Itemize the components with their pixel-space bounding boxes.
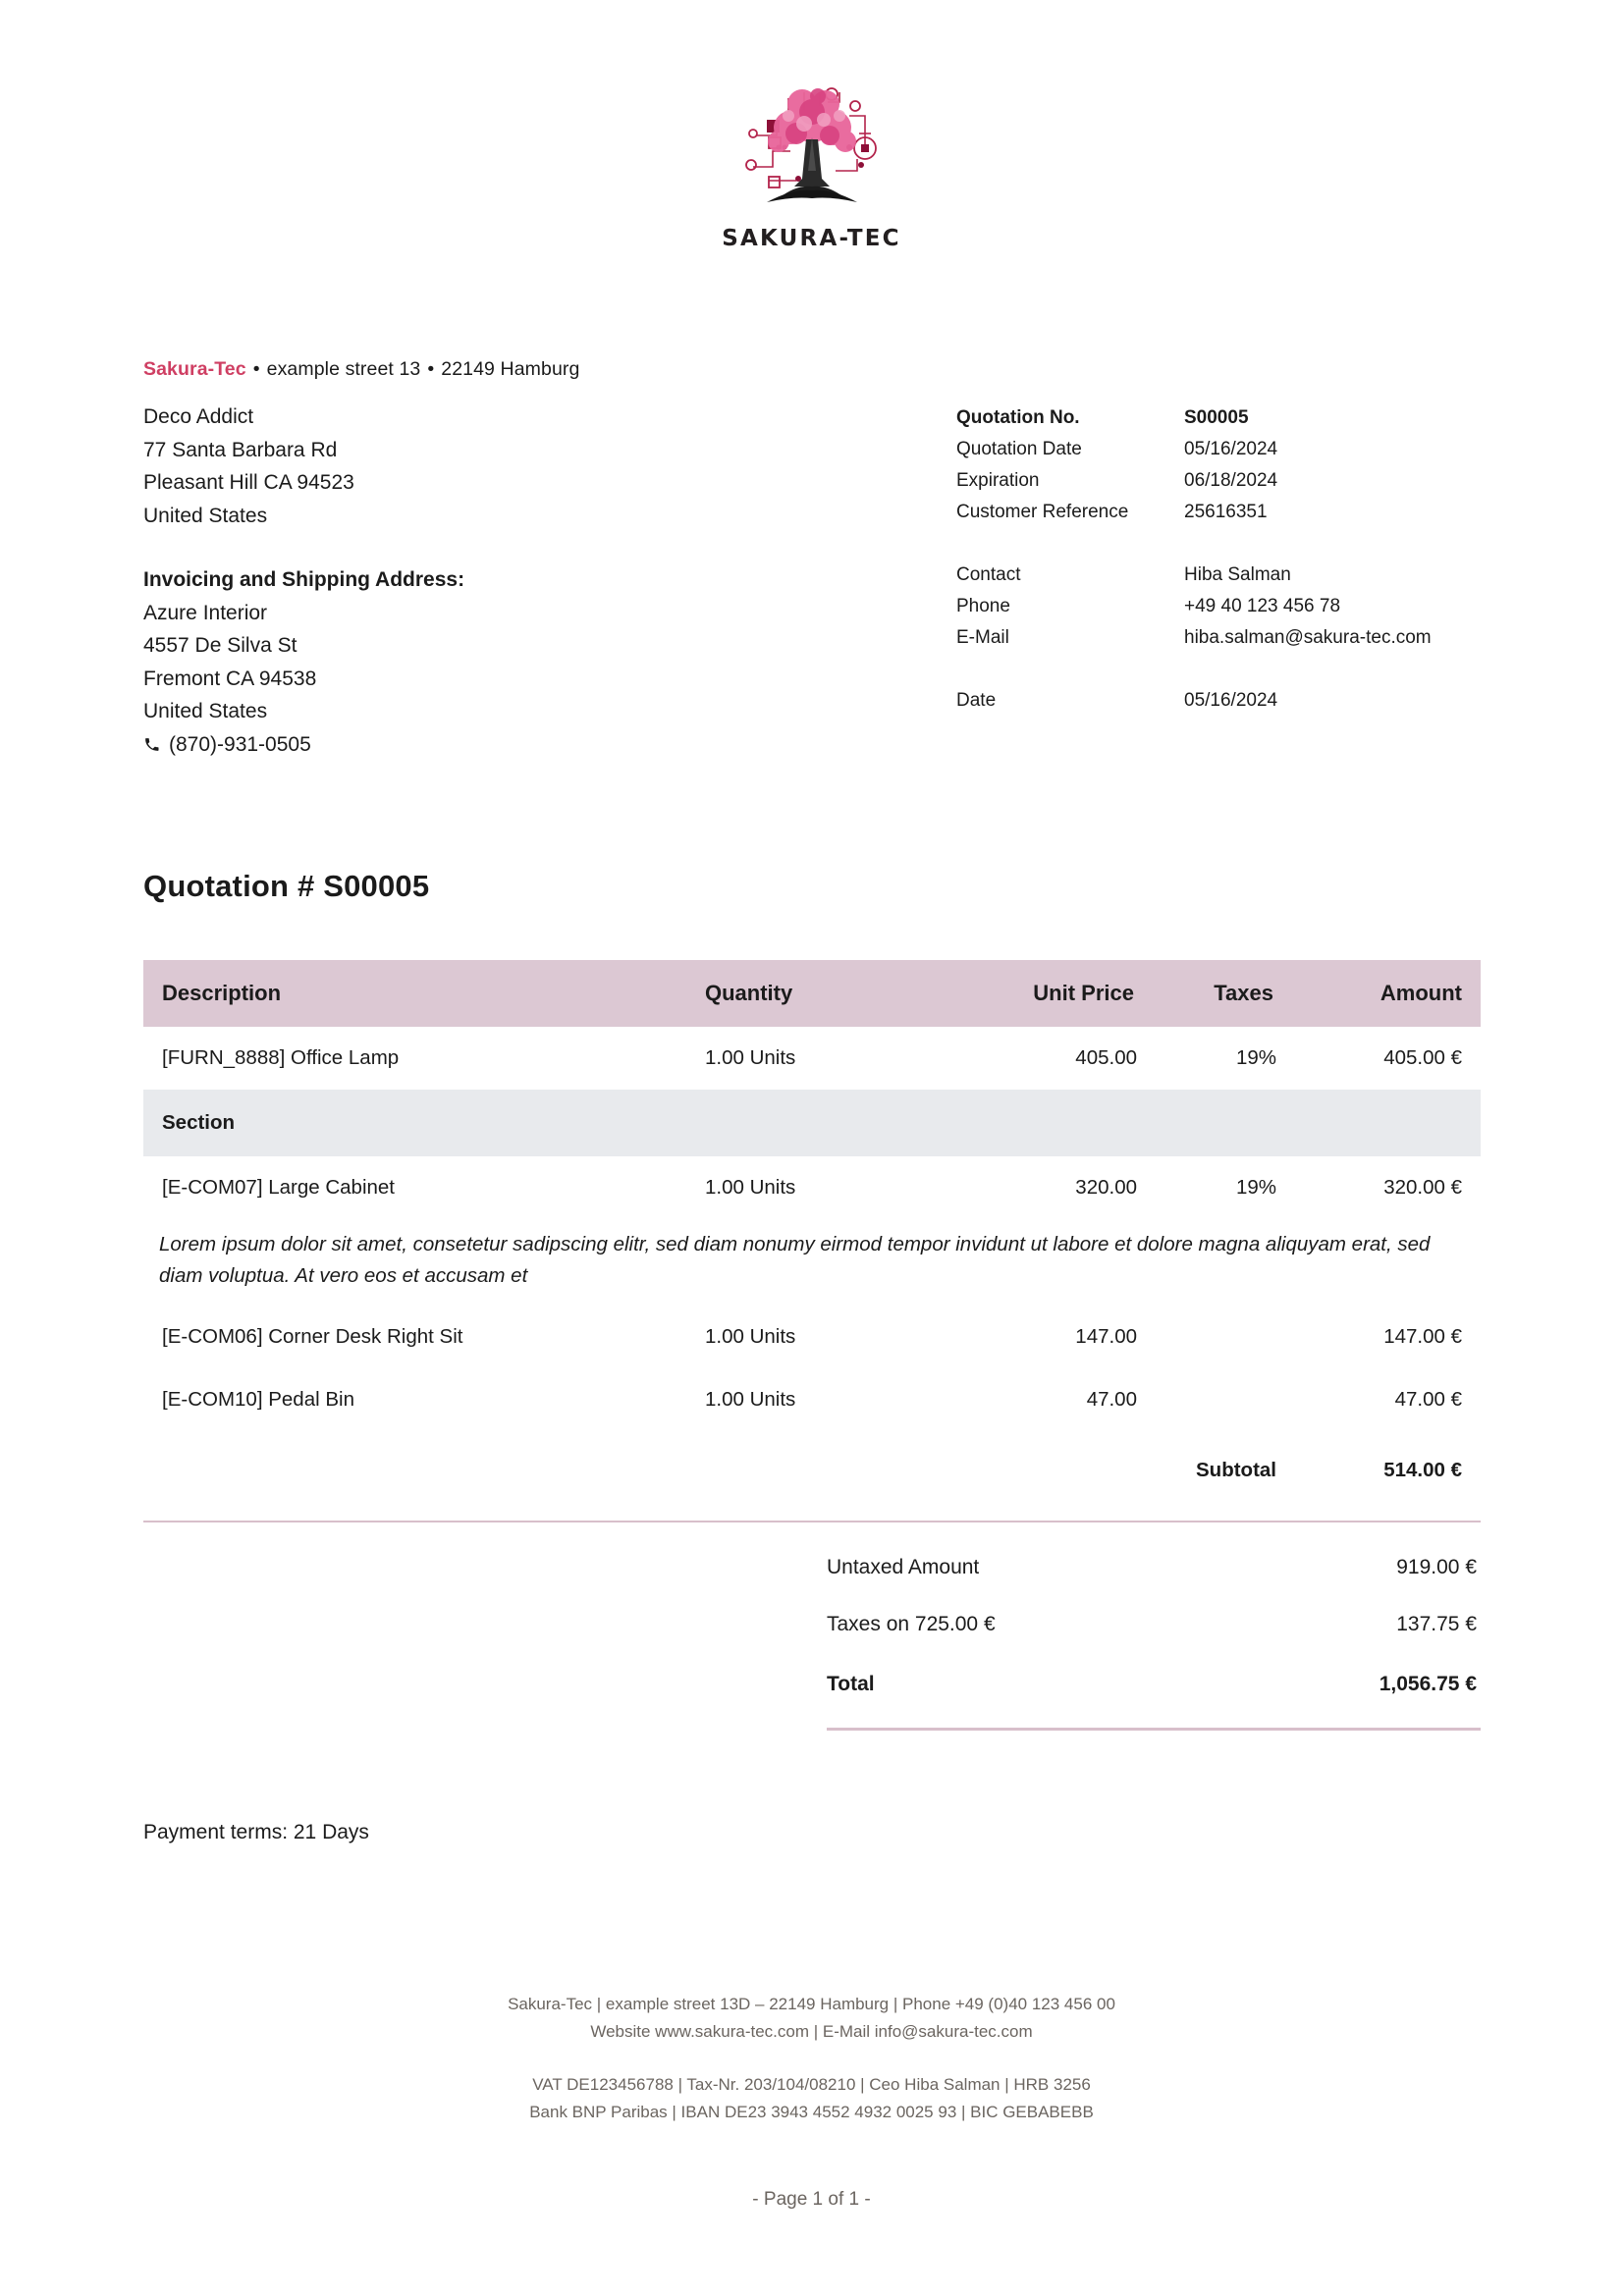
table-row xyxy=(143,1306,1481,1368)
sender-address-line xyxy=(143,358,579,381)
cell-empty xyxy=(925,1431,1153,1502)
footer-line: Website www.sakura-tec.com | E-Mail info@sakura-tec.com xyxy=(590,2022,1033,2041)
company-logo xyxy=(0,77,1623,251)
meta-row-phone xyxy=(956,591,1469,622)
shipping-address-line: 4557 De Silva St xyxy=(143,634,298,657)
cell-description: [E-COM10] Pedal Bin xyxy=(162,1388,354,1411)
footer-line: VAT DE123456788 | Tax-Nr. 203/104/08210 | Ceo Hiba Salman | HRB 3256 xyxy=(532,2075,1091,2094)
cell-quantity: 1.00 Units xyxy=(705,1325,796,1348)
meta-row-email xyxy=(956,622,1469,654)
cell-subtotal-label: Subtotal xyxy=(1196,1459,1276,1481)
column-header-amount: Amount xyxy=(1292,960,1481,1027)
totals-top-rule xyxy=(143,1521,1481,1522)
phone-icon xyxy=(143,736,160,753)
totals-block xyxy=(827,1539,1481,1712)
footer-line: Bank BNP Paribas | IBAN DE23 3943 4552 4932 0025 93 | BIC GEBABEBB xyxy=(529,2103,1094,2121)
meta-label: Date xyxy=(956,690,997,711)
cell-unit-price: 320.00 xyxy=(1075,1176,1137,1199)
sender-company: Sakura-Tec xyxy=(143,358,246,380)
meta-value: 06/18/2024 xyxy=(1184,470,1278,491)
cell-amount: 147.00 € xyxy=(1383,1325,1462,1348)
shipping-address-heading: Invoicing and Shipping Address: xyxy=(143,568,465,591)
cell-amount: 320.00 € xyxy=(1383,1176,1462,1199)
meta-row-contact xyxy=(956,560,1469,591)
column-header-description: Description xyxy=(143,960,689,1027)
meta-value: hiba.salman@sakura-tec.com xyxy=(1184,627,1432,648)
totals-bottom-rule xyxy=(827,1728,1481,1731)
table-note-row xyxy=(143,1219,1481,1306)
cell-description: [E-COM06] Corner Desk Right Sit xyxy=(162,1325,463,1348)
shipping-address-line: United States xyxy=(143,700,268,722)
meta-spacer-2 xyxy=(956,654,1469,685)
cell-subtotal-amount: 514.00 € xyxy=(1383,1459,1462,1481)
meta-row-quotation-no xyxy=(956,402,1469,434)
cell-unit-price: 147.00 xyxy=(1075,1325,1137,1348)
shipping-address xyxy=(143,563,464,761)
cell-taxes: 19% xyxy=(1235,1176,1276,1199)
sender-separator-1: • xyxy=(252,358,260,380)
customer-address-line: United States xyxy=(143,504,268,527)
cell-description: [FURN_8888] Office Lamp xyxy=(162,1046,400,1069)
shipping-address-line: Fremont CA 94538 xyxy=(143,667,317,690)
meta-label: Quotation No. xyxy=(956,407,1080,428)
cell-taxes xyxy=(1153,1306,1292,1368)
page-footer xyxy=(0,1991,1623,2126)
line-items-table xyxy=(143,960,1481,1502)
meta-label: Customer Reference xyxy=(956,502,1129,522)
meta-value: 05/16/2024 xyxy=(1184,439,1278,459)
cell-empty xyxy=(689,1431,925,1502)
column-header-quantity: Quantity xyxy=(689,960,925,1027)
footer-legal-group xyxy=(0,2071,1623,2126)
address-column xyxy=(143,400,464,761)
page-number: - Page 1 of 1 - xyxy=(752,2189,871,2210)
customer-address xyxy=(143,400,464,532)
totals-value: 919.00 € xyxy=(1396,1556,1477,1578)
table-subtotal-row xyxy=(143,1431,1481,1502)
cell-empty xyxy=(1153,1090,1292,1156)
cell-taxes: 19% xyxy=(1235,1046,1276,1069)
meta-label: Phone xyxy=(956,596,1010,616)
sakura-tree-circuit-icon xyxy=(733,77,891,224)
shipping-address-line: Azure Interior xyxy=(143,601,268,624)
cell-unit-price: 405.00 xyxy=(1075,1046,1137,1069)
cell-note: Lorem ipsum dolor sit amet, consetetur sadipscing elitr, sed diam nonumy eirmod tempor invidunt ut labore et dolore magna aliquyam erat, sed diam voluptua. At vero eos et accusam et xyxy=(159,1233,1431,1287)
cell-empty xyxy=(1292,1090,1481,1156)
cell-empty xyxy=(925,1090,1153,1156)
cell-taxes xyxy=(1153,1368,1292,1431)
totals-label: Taxes on 725.00 € xyxy=(827,1613,996,1635)
customer-address-line: Pleasant Hill CA 94523 xyxy=(143,471,354,494)
footer-line: Sakura-Tec | example street 13D – 22149 Hamburg | Phone +49 (0)40 123 456 00 xyxy=(508,1995,1115,2013)
cell-quantity: 1.00 Units xyxy=(705,1388,796,1411)
cell-empty xyxy=(689,1090,925,1156)
sender-city: 22149 Hamburg xyxy=(441,358,580,380)
meta-value: Hiba Salman xyxy=(1184,564,1291,585)
table-row xyxy=(143,1156,1481,1219)
table-header-row xyxy=(143,960,1481,1027)
cell-amount: 405.00 € xyxy=(1383,1046,1462,1069)
customer-address-line: 77 Santa Barbara Rd xyxy=(143,438,338,461)
totals-value: 137.75 € xyxy=(1396,1613,1477,1635)
totals-row-untaxed xyxy=(827,1539,1481,1596)
totals-row-total xyxy=(827,1653,1481,1712)
meta-row-customer-reference xyxy=(956,497,1469,528)
meta-spacer xyxy=(956,528,1469,560)
meta-value: +49 40 123 456 78 xyxy=(1184,596,1341,616)
page-title: Quotation # S00005 xyxy=(143,869,430,903)
totals-label: Total xyxy=(827,1673,875,1695)
meta-value: 05/16/2024 xyxy=(1184,690,1278,711)
table-section-row xyxy=(143,1090,1481,1156)
meta-value: S00005 xyxy=(1184,407,1249,428)
shipping-phone-row xyxy=(143,728,464,762)
table-row xyxy=(143,1027,1481,1090)
customer-address-line: Deco Addict xyxy=(143,405,254,428)
cell-amount: 47.00 € xyxy=(1394,1388,1462,1411)
column-header-unit-price: Unit Price xyxy=(925,960,1153,1027)
totals-row-taxes xyxy=(827,1596,1481,1653)
cell-empty xyxy=(143,1431,689,1502)
totals-label: Untaxed Amount xyxy=(827,1556,980,1578)
meta-label: Contact xyxy=(956,564,1021,585)
meta-row-date xyxy=(956,685,1469,717)
cell-section-title: Section xyxy=(143,1090,689,1156)
table-row xyxy=(143,1368,1481,1431)
cell-quantity: 1.00 Units xyxy=(705,1176,796,1199)
quotation-meta xyxy=(956,402,1469,717)
sender-street: example street 13 xyxy=(266,358,421,380)
meta-label: Quotation Date xyxy=(956,439,1082,459)
cell-quantity: 1.00 Units xyxy=(705,1046,796,1069)
cell-description: [E-COM07] Large Cabinet xyxy=(162,1176,396,1199)
meta-label: E-Mail xyxy=(956,627,1009,648)
cell-unit-price: 47.00 xyxy=(1086,1388,1137,1411)
meta-row-quotation-date xyxy=(956,434,1469,465)
payment-terms: Payment terms: 21 Days xyxy=(143,1821,369,1843)
sender-separator-2: • xyxy=(427,358,435,380)
meta-label: Expiration xyxy=(956,470,1040,491)
logo-wordmark: SAKURA-TEC xyxy=(722,226,901,251)
meta-value: 25616351 xyxy=(1184,502,1268,522)
totals-value: 1,056.75 € xyxy=(1379,1673,1477,1695)
shipping-phone-number: (870)-931-0505 xyxy=(169,732,311,756)
footer-contact-group xyxy=(0,1991,1623,2046)
column-header-taxes: Taxes xyxy=(1153,960,1292,1027)
meta-row-expiration xyxy=(956,465,1469,497)
